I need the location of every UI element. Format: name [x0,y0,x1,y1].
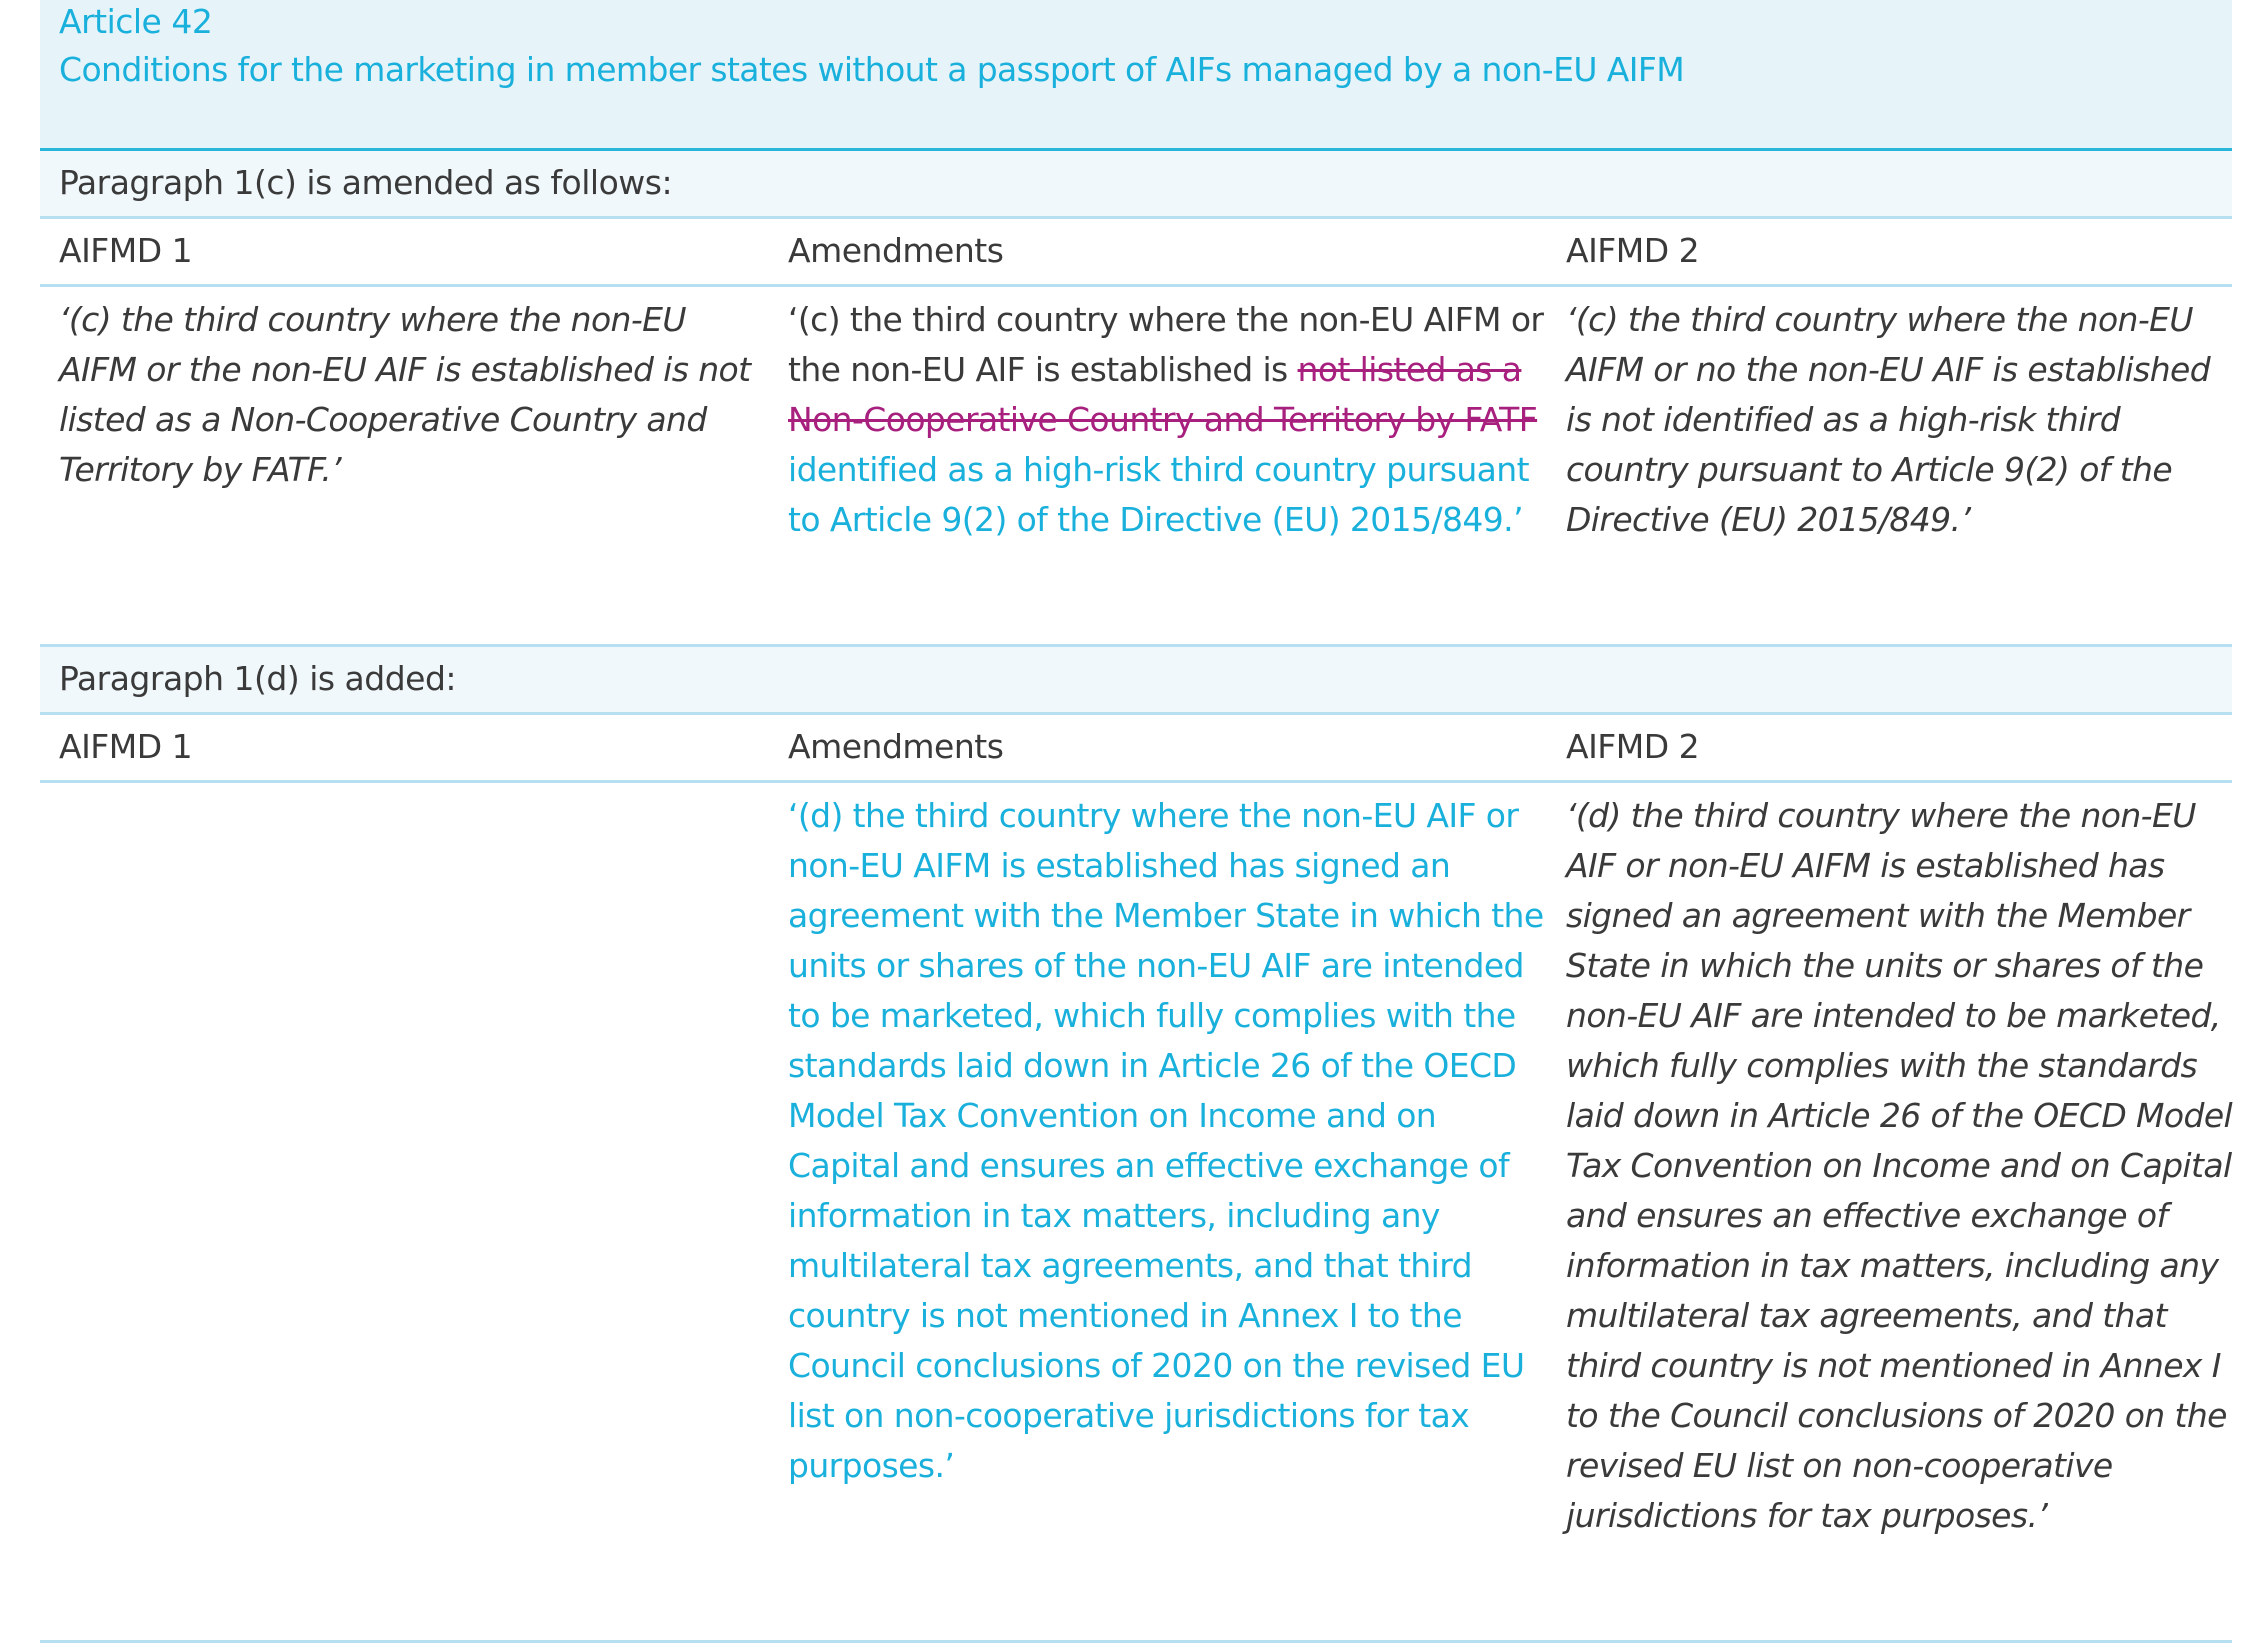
column-header-row [40,715,2232,783]
column-header-aifmd1: AIFMD 1 [59,727,193,766]
amendment-document [40,0,2232,1643]
deleted-text: not listed as a Non-Cooperative Country and Territory by FATF [788,350,1538,439]
article-title: Conditions for the marketing in member states without a passport of AIFs managed by a non-EU AIFM [59,50,1685,89]
article-header [40,0,2232,151]
column-header-amendments: Amendments [788,231,1004,270]
aifmd2-text: ‘(d) the third country where the non-EU AIF or non-EU AIFM is established has signed an agreement with the Member State in which the units or shares of the non-EU AIF are intended to be marketed, which fully complies with the standards laid down in Article 26 of the OECD Model Tax Convention on Income and on Capital and ensures an effective exchange of information in tax matters, including any multilateral tax agreements, and that third country is not mentioned in Annex I to the Council conclusions of 2020 on the revised EU list on non-cooperative jurisdictions for tax purposes.’ [1566,796,2233,1535]
section-intro-text: Paragraph 1(c) is amended as follows: [59,163,673,202]
aifmd1-text: ‘(c) the third country where the non-EU AIFM or the non-EU AIF is established is not listed as a Non-Cooperative Country and Territory by FATF.’ [59,300,751,489]
comparison-row [40,783,2232,1643]
article-number: Article 42 [59,2,213,41]
aifmd2-text: ‘(c) the third country where the non-EU AIFM or no the non-EU AIF is established is not identified as a high-risk third country pursuant to Article 9(2) of the Directive (EU) 2015/849.’ [1566,300,2211,539]
column-header-amendments: Amendments [788,727,1004,766]
column-header-aifmd2: AIFMD 2 [1566,727,1700,766]
comparison-row [40,287,2232,647]
section-intro-text: Paragraph 1(d) is added: [59,659,457,698]
inserted-text: identified as a high-risk third country pursuant to Article 9(2) of the Directive (EU) 2015/849.’ [788,450,1529,539]
section-intro [40,151,2232,219]
unchanged-text: ‘(c) the third country where the non-EU AIFM or the non-EU AIF is established is [788,300,1544,389]
column-header-aifmd1: AIFMD 1 [59,231,193,270]
section-intro [40,647,2232,715]
amendments-text [788,295,1548,545]
amendments-text: ‘(d) the third country where the non-EU AIF or non-EU AIFM is established has signed an agreement with the Member State in which the units or shares of the non-EU AIF are intended to be marketed, which fully complies with the standards laid down in Article 26 of the OECD Model Tax Convention on Income and on Capital and ensures an effective exchange of information in tax matters, including any multilateral tax agreements, and that third country is not mentioned in Annex I to the Council conclusions of 2020 on the revised EU list on non-cooperative jurisdictions for tax purposes.’ [788,796,1544,1485]
column-header-aifmd2: AIFMD 2 [1566,231,1700,270]
column-header-row [40,219,2232,287]
